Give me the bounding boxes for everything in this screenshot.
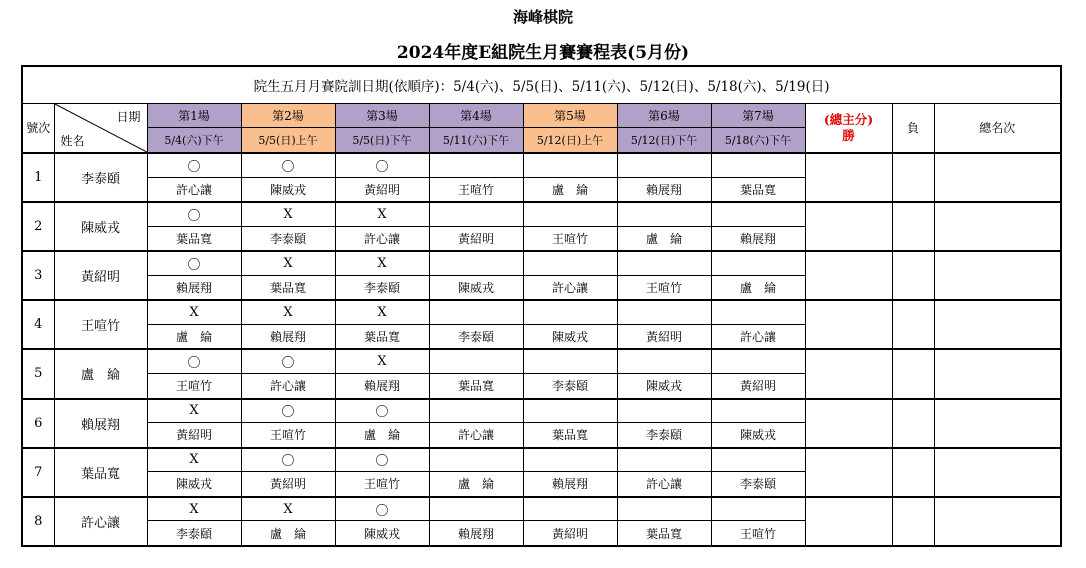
match-result: 〇 — [147, 153, 241, 177]
schedule-title: 2024年度E組院生月賽賽程表(5月份) — [396, 43, 690, 63]
player-number: 3 — [22, 251, 54, 300]
opponent-name: 賴展翔 — [711, 226, 805, 251]
opponent-name: 李泰頤 — [617, 423, 711, 448]
match-result — [617, 202, 711, 226]
player-name: 黃紹明 — [54, 251, 147, 300]
opponent-name: 許心讓 — [523, 275, 617, 300]
column-header-date-name — [54, 103, 147, 153]
losses-cell — [892, 497, 934, 546]
opponent-name: 盧 綸 — [147, 324, 241, 349]
rank-cell — [934, 349, 1061, 398]
opponent-name: 盧 綸 — [617, 226, 711, 251]
wins-cell — [805, 153, 892, 202]
match-result: X — [147, 448, 241, 472]
opponent-name: 王喧竹 — [523, 226, 617, 251]
opponent-name: 陳威戎 — [711, 423, 805, 448]
match-result — [711, 399, 805, 423]
training-dates-info: 院生五月月賽院訓日期(依順序)：5/4(六)、5/5(日)、5/11(六)、5/12(日)、5/18(六)、5/19(日) — [22, 66, 1061, 103]
match-result — [711, 300, 805, 324]
opponent-name: 許心讓 — [147, 177, 241, 202]
match-result — [711, 251, 805, 275]
player-name: 李泰頤 — [54, 153, 147, 202]
opponent-name: 李泰頤 — [429, 324, 523, 349]
match-result — [617, 448, 711, 472]
wins-cell — [805, 497, 892, 546]
opponent-name: 賴展翔 — [335, 373, 429, 398]
opponent-name: 許心讓 — [617, 472, 711, 497]
player-name: 王喧竹 — [54, 300, 147, 349]
round-date: 5/11(六)下午 — [429, 128, 523, 153]
round-label: 第1場 — [147, 103, 241, 128]
match-result — [523, 448, 617, 472]
match-result — [523, 251, 617, 275]
opponent-name: 黃紹明 — [147, 423, 241, 448]
rank-cell — [934, 202, 1061, 251]
player-row — [22, 399, 1061, 423]
player-number: 2 — [22, 202, 54, 251]
round-label: 第7場 — [711, 103, 805, 128]
player-name: 葉品寬 — [54, 448, 147, 497]
opponent-name: 許心讓 — [429, 423, 523, 448]
losses-cell — [892, 349, 934, 398]
losses-cell — [892, 153, 934, 202]
rank-cell — [934, 448, 1061, 497]
opponent-name: 陳威戎 — [617, 373, 711, 398]
match-result — [523, 497, 617, 521]
match-result: 〇 — [241, 448, 335, 472]
opponent-name: 黃紹明 — [523, 521, 617, 546]
wins-cell — [805, 202, 892, 251]
player-row — [22, 251, 1061, 275]
player-row — [22, 349, 1061, 373]
round-label: 第2場 — [241, 103, 335, 128]
match-result — [429, 349, 523, 373]
losses-cell — [892, 251, 934, 300]
match-result — [617, 251, 711, 275]
match-result: X — [147, 497, 241, 521]
match-result — [617, 153, 711, 177]
opponent-name: 李泰頤 — [523, 373, 617, 398]
match-result — [523, 349, 617, 373]
losses-cell — [892, 202, 934, 251]
match-result — [429, 251, 523, 275]
opponent-name: 黃紹明 — [335, 177, 429, 202]
opponent-name: 陳威戎 — [523, 324, 617, 349]
rank-cell — [934, 497, 1061, 546]
opponent-name: 葉品寬 — [711, 177, 805, 202]
round-date: 5/18(六)下午 — [711, 128, 805, 153]
round-label: 第4場 — [429, 103, 523, 128]
opponent-name: 葉品寬 — [147, 226, 241, 251]
wins-cell — [805, 300, 892, 349]
opponent-name: 賴展翔 — [523, 472, 617, 497]
match-result: X — [147, 300, 241, 324]
opponent-name: 賴展翔 — [429, 521, 523, 546]
match-result — [429, 153, 523, 177]
opponent-name: 盧 綸 — [523, 177, 617, 202]
opponent-name: 盧 綸 — [335, 423, 429, 448]
match-result: X — [335, 251, 429, 275]
match-result: X — [335, 349, 429, 373]
rank-cell — [934, 399, 1061, 448]
opponent-name: 李泰頤 — [147, 521, 241, 546]
opponent-name: 王喧竹 — [241, 423, 335, 448]
round-date: 5/4(六)下午 — [147, 128, 241, 153]
match-result: 〇 — [335, 399, 429, 423]
opponent-name: 許心讓 — [711, 324, 805, 349]
opponent-name: 陳威戎 — [335, 521, 429, 546]
losses-cell — [892, 448, 934, 497]
match-result — [523, 153, 617, 177]
opponent-name: 王喧竹 — [147, 373, 241, 398]
opponent-name: 葉品寬 — [617, 521, 711, 546]
match-result: 〇 — [147, 349, 241, 373]
match-result — [429, 399, 523, 423]
match-result: 〇 — [147, 202, 241, 226]
match-result: X — [335, 300, 429, 324]
player-row — [22, 202, 1061, 226]
org-title: 海峰棋院 — [512, 8, 573, 26]
name-label: 姓名 — [60, 133, 85, 148]
match-result — [523, 300, 617, 324]
round-date: 5/12(日)下午 — [617, 128, 711, 153]
column-header-no: 號次 — [22, 103, 54, 153]
opponent-name: 陳威戎 — [241, 177, 335, 202]
opponent-name: 李泰頤 — [241, 226, 335, 251]
opponent-name: 陳威戎 — [147, 472, 241, 497]
total-score-label: (總主分) — [823, 111, 874, 127]
opponent-name: 許心讓 — [335, 226, 429, 251]
opponent-name: 賴展翔 — [617, 177, 711, 202]
player-row — [22, 448, 1061, 472]
opponent-name: 葉品寬 — [429, 373, 523, 398]
player-name: 賴展翔 — [54, 399, 147, 448]
match-result: 〇 — [147, 251, 241, 275]
round-label: 第6場 — [617, 103, 711, 128]
wins-cell — [805, 399, 892, 448]
opponent-name: 李泰頤 — [335, 275, 429, 300]
column-header-wins — [805, 103, 892, 153]
player-name: 盧 綸 — [54, 349, 147, 398]
round-date: 5/12(日)上午 — [523, 128, 617, 153]
opponent-name: 盧 綸 — [711, 275, 805, 300]
match-result — [617, 399, 711, 423]
column-header-losses: 負 — [892, 103, 934, 153]
losses-cell — [892, 300, 934, 349]
rank-cell — [934, 251, 1061, 300]
match-result — [429, 202, 523, 226]
player-number: 7 — [22, 448, 54, 497]
opponent-name: 王喧竹 — [429, 177, 523, 202]
opponent-name: 黃紹明 — [711, 373, 805, 398]
match-result: 〇 — [241, 349, 335, 373]
opponent-name: 黃紹明 — [429, 226, 523, 251]
opponent-name: 葉品寬 — [335, 324, 429, 349]
opponent-name: 王喧竹 — [335, 472, 429, 497]
opponent-name: 王喧竹 — [617, 275, 711, 300]
match-result — [429, 448, 523, 472]
player-row — [22, 153, 1061, 177]
player-row — [22, 300, 1061, 324]
match-result: X — [241, 300, 335, 324]
round-label: 第5場 — [523, 103, 617, 128]
player-name: 陳威戎 — [54, 202, 147, 251]
match-result: X — [241, 202, 335, 226]
match-result — [429, 300, 523, 324]
opponent-name: 黃紹明 — [241, 472, 335, 497]
match-result: 〇 — [335, 153, 429, 177]
match-result: 〇 — [241, 153, 335, 177]
rank-cell — [934, 300, 1061, 349]
match-result — [711, 349, 805, 373]
match-result — [617, 300, 711, 324]
opponent-name: 許心讓 — [241, 373, 335, 398]
round-label: 第3場 — [335, 103, 429, 128]
match-result — [711, 497, 805, 521]
wins-cell — [805, 349, 892, 398]
match-result — [523, 202, 617, 226]
date-label: 日期 — [116, 109, 141, 124]
round-date: 5/5(日)下午 — [335, 128, 429, 153]
opponent-name: 陳威戎 — [429, 275, 523, 300]
match-result: 〇 — [241, 399, 335, 423]
match-result — [429, 497, 523, 521]
opponent-name: 賴展翔 — [241, 324, 335, 349]
player-number: 1 — [22, 153, 54, 202]
player-number: 5 — [22, 349, 54, 398]
match-result: X — [241, 497, 335, 521]
match-result: 〇 — [335, 448, 429, 472]
opponent-name: 盧 綸 — [241, 521, 335, 546]
schedule-table — [21, 65, 1062, 547]
match-result: X — [335, 202, 429, 226]
match-result: 〇 — [335, 497, 429, 521]
match-result — [617, 497, 711, 521]
round-date: 5/5(日)上午 — [241, 128, 335, 153]
match-result: X — [241, 251, 335, 275]
losses-cell — [892, 399, 934, 448]
wins-cell — [805, 448, 892, 497]
match-result — [523, 399, 617, 423]
opponent-name: 盧 綸 — [429, 472, 523, 497]
wins-label: 勝 — [842, 127, 855, 143]
match-result — [711, 202, 805, 226]
rank-cell — [934, 153, 1061, 202]
player-number: 6 — [22, 399, 54, 448]
match-result: X — [147, 399, 241, 423]
player-row — [22, 497, 1061, 521]
opponent-name: 黃紹明 — [617, 324, 711, 349]
player-number: 4 — [22, 300, 54, 349]
opponent-name: 王喧竹 — [711, 521, 805, 546]
match-result — [617, 349, 711, 373]
opponent-name: 葉品寬 — [523, 423, 617, 448]
opponent-name: 李泰頤 — [711, 472, 805, 497]
match-result — [711, 448, 805, 472]
column-header-rank: 總名次 — [934, 103, 1061, 153]
player-number: 8 — [22, 497, 54, 546]
player-name: 許心讓 — [54, 497, 147, 546]
opponent-name: 葉品寬 — [241, 275, 335, 300]
wins-cell — [805, 251, 892, 300]
match-result — [711, 153, 805, 177]
opponent-name: 賴展翔 — [147, 275, 241, 300]
